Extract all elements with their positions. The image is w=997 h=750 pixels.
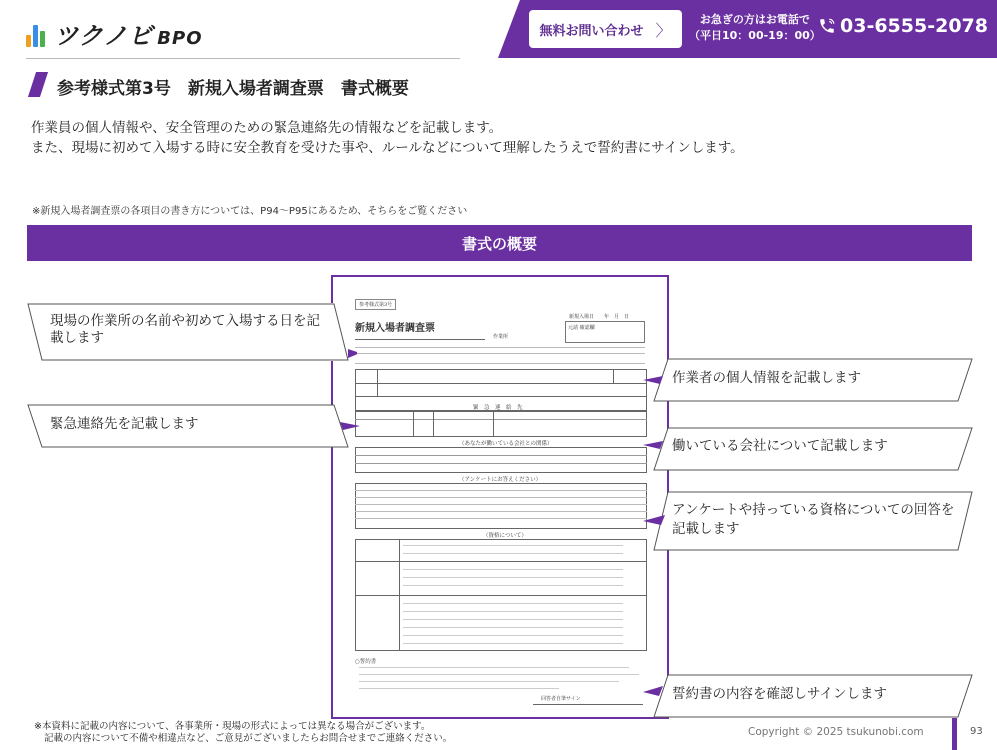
- phone-icon: [818, 17, 836, 35]
- phone-link[interactable]: [818, 15, 988, 37]
- callout-emergency-text: 緊急連絡先を記載します: [50, 416, 199, 432]
- free-inquiry-label: 無料お問い合わせ: [539, 23, 644, 39]
- form-signature-label: 回答者自筆サイン: [541, 696, 581, 702]
- form-site-label: 作業所: [493, 334, 509, 340]
- copyright: Copyright © 2025 tsukunobi.com: [748, 726, 924, 738]
- page-accent-bar: [952, 718, 957, 750]
- description-line-1: 作業員の個人情報や、安全管理のための緊急連絡先の情報などを記載します。: [31, 120, 503, 136]
- phone-number: 03-6555-2078: [840, 15, 988, 37]
- logo-mark-icon: [26, 19, 48, 49]
- form-emergency-heading: 緊 急 連 絡 先: [473, 405, 523, 411]
- footer-note-line-1: ※本資料に記載の内容について、各事業所・現場の形式によっては異なる場合がございます。: [34, 721, 431, 732]
- callout-survey-text: アンケートや持っている資格についての回答を記載します: [672, 502, 955, 537]
- section-title: 書式の概要: [461, 234, 537, 253]
- form-preview: [331, 275, 669, 719]
- form-confirm-box: 元請 確認欄: [565, 321, 645, 343]
- title-accent: [28, 72, 48, 97]
- form-pledge-heading: ○誓約書: [355, 659, 377, 665]
- logo-text: ツクノビ BPO: [54, 22, 203, 50]
- header-divider: [26, 58, 460, 59]
- form-emergency-block: [355, 411, 647, 437]
- page-title: 参考様式第3号 新規入場者調査票 書式概要: [57, 79, 409, 99]
- form-company-block: [355, 447, 647, 473]
- urgent-line-2: （平日10：00-19：00）: [689, 29, 821, 42]
- callout-company-text: 働いている会社について記載します: [672, 438, 888, 454]
- form-survey-heading: （アンケートにお答えください）: [459, 477, 542, 483]
- page-number: 93: [970, 726, 983, 737]
- form-company-heading: （あなたが働いている会社との関係）: [459, 441, 553, 447]
- urgent-line-1: お急ぎの方はお電話で: [699, 13, 810, 26]
- urgent-phone-note: [689, 12, 821, 44]
- footer-note: [34, 721, 452, 745]
- description: [31, 118, 744, 158]
- chevron-right-icon: 〉: [655, 20, 672, 40]
- logo[interactable]: [26, 16, 203, 51]
- form-heading: 新規入場者調査票: [355, 323, 435, 334]
- callout-personal-text: 作業者の個人情報を記載します: [672, 370, 861, 386]
- footer-note-line-2: 記載の内容について不備や相違点など、ご意見がございましたらお問合せまでご連絡ください。: [44, 733, 453, 744]
- callout-pledge-text: 誓約書の内容を確認しサインします: [672, 686, 888, 702]
- form-entry-date: 新規入場日 年 月 日: [569, 314, 630, 320]
- reference-note: ※新規入場者調査票の各項目の書き方については、P94～P95にあるため、そちらをご覧ください: [32, 206, 468, 217]
- section-header: [27, 225, 972, 261]
- free-inquiry-button[interactable]: [529, 10, 682, 48]
- form-tag: 参考様式第3号: [355, 299, 396, 310]
- form-qualify-heading: （資格について）: [483, 533, 527, 539]
- callout-site-text: 現場の作業所の名前や初めて入場する日を記載します: [50, 313, 320, 346]
- description-line-2: また、現場に初めて入場する時に安全教育を受けた事や、ルールなどについて理解したうえで誓約書にサインします。: [31, 140, 744, 156]
